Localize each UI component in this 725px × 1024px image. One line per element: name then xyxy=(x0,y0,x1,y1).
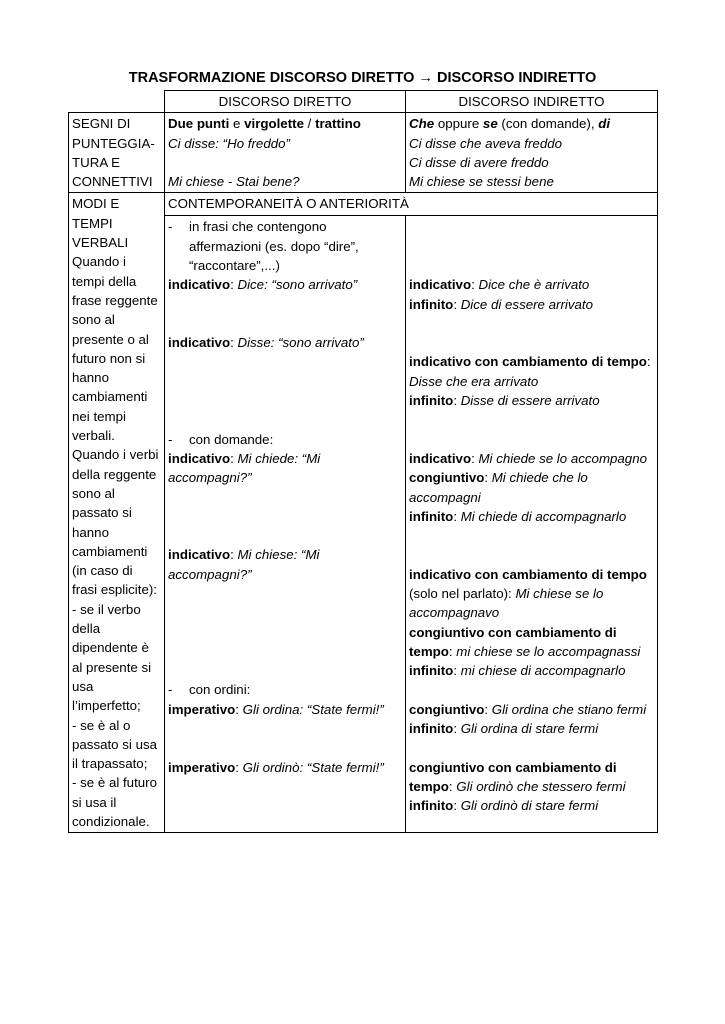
page-title: TRASFORMAZIONE DISCORSO DIRETTO → DISCORSO INDIRETTO xyxy=(128,70,597,86)
intro-ordini: - con ordini: xyxy=(168,682,251,698)
modes-indirect-cell: indicativo: Dice che è arrivato infinito: Dice di essere arrivato indicativo con cambiamento di tempo: Disse che era arrivato infinito: Disse di essere arrivato indicativo: Mi chiede se lo accompagno congiuntivo: Mi chiede che lo accompagni infinito: Mi chiede di accompagnarlo indicativo con cambiamento di tempo (solo nel parlato): Mi chiese se lo accompagnavo congiuntivo con cambiamento di tempo: mi chiese se lo accompagnassi infinito: mi chiese di accompagnarlo congiuntivo: Gli ordina che stiano fermi infinito: Gli ordina di stare fermi congiuntivo con cambiamento di tempo: Gli ordinò che stessero fermi infinito: Gli ordinò di stare fermi xyxy=(406,216,658,833)
intro-domande: - con domande: xyxy=(168,431,274,447)
header-indirect: DISCORSO INDIRETTO xyxy=(406,91,658,113)
intro-affermazioni: - in frasi che contengono affermazioni (es. dopo “dire”, “raccontare”,...) xyxy=(168,219,359,273)
indirect-connectives: Che oppure se (con domande), di xyxy=(409,116,611,132)
punctuation-row xyxy=(69,113,658,193)
indirect-example: Ci disse di avere freddo xyxy=(409,154,549,170)
contemporaneity-subheader: CONTEMPORANEITÀ O ANTERIORITÀ xyxy=(165,193,658,216)
modes-subheader-row xyxy=(69,193,658,216)
modes-label-cell: MODI E TEMPI VERBALI Quando i tempi della frase reggente sono al presente o al futuro non si hanno cambiamenti nei tempi verbali. Quando i verbi della reggente sono al passato si hanno cambiamenti (in caso di frasi esplicite): - se il verbo della dipendente è al presente si usa l’imperfetto; - se è al o passato si usa il trapassato; - se è al futuro si usa il condizionale. xyxy=(69,193,165,833)
header-direct: DISCORSO DIRETTO xyxy=(165,91,406,113)
direct-example: Mi chiese - Stai bene? xyxy=(168,174,300,190)
indirect-example: Mi chiese se stessi bene xyxy=(409,174,554,190)
indirect-example: Ci disse che aveva freddo xyxy=(409,135,562,151)
empty-corner-cell xyxy=(69,91,165,113)
punctuation-direct-cell xyxy=(165,113,406,193)
punctuation-label-cell: SEGNI DI PUNTEGGIA- TURA E CONNETTIVI xyxy=(69,113,165,193)
punctuation-indirect-cell xyxy=(406,113,658,193)
header-row xyxy=(69,91,658,113)
modes-direct-cell: - in frasi che contengono affermazioni (es. dopo “dire”, “raccontare”,...) indicativo: Dice: “sono arrivato” indicativo: Disse: “sono arrivato” - con domande: indicativo: Mi chiede: “Mi accompagni?” indicativo: Mi chiese: “Mi accompagni?” - con ordini: imperativo: Gli ordina: “State fermi!” imperativo: Gli ordinò: “State fermi!” xyxy=(165,216,406,833)
direct-signs: Due punti e virgolette / trattino xyxy=(168,116,361,132)
direct-example: Ci disse: “Ho freddo” xyxy=(168,135,290,151)
transformation-table xyxy=(68,90,658,833)
